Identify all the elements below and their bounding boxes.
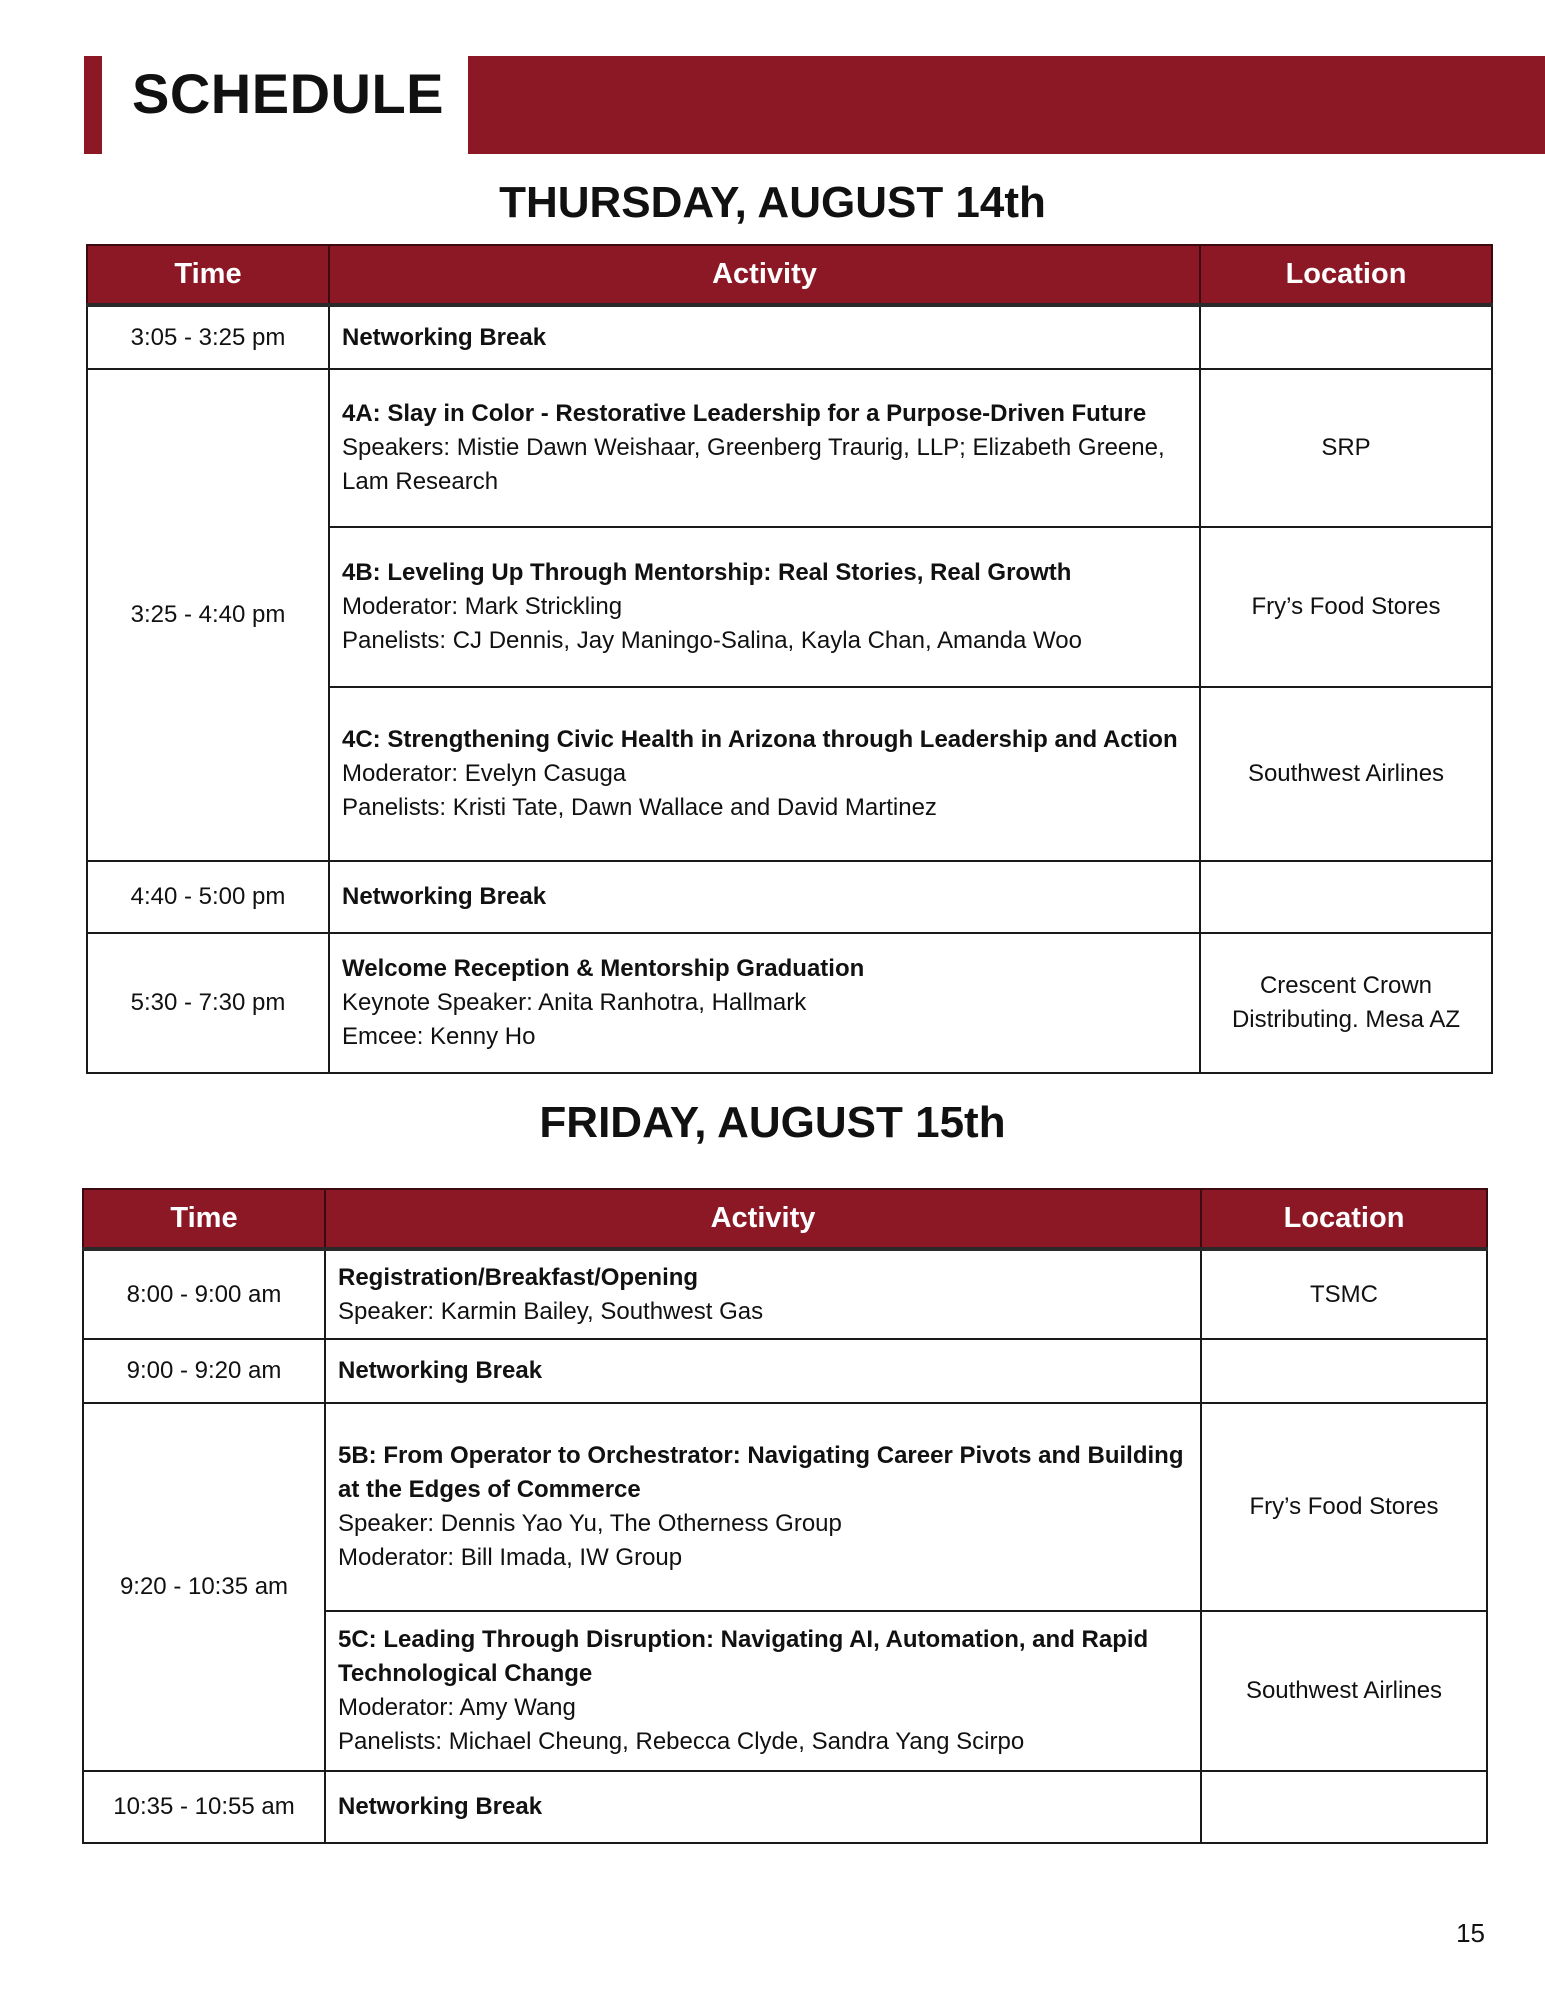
location-cell	[1201, 1771, 1487, 1843]
location-cell	[1200, 861, 1492, 933]
activity-title: Networking Break	[338, 1357, 543, 1384]
time-cell: 5:30 - 7:30 pm	[87, 933, 329, 1073]
activity-detail: Keynote Speaker: Anita Ranhotra, Hallmark	[342, 989, 807, 1016]
activity-title: Networking Break	[338, 1793, 543, 1820]
activity-title: Registration/Breakfast/Opening	[338, 1263, 699, 1291]
activity-cell	[329, 933, 1200, 1073]
table-row	[83, 1339, 1487, 1403]
activity-cell	[325, 1339, 1201, 1403]
activity-cell	[329, 687, 1200, 861]
activity-detail: Speakers: Mistie Dawn Weishaar, Greenberg Traurig, LLP; Elizabeth Greene, Lam Research	[342, 434, 1165, 495]
time-cell: 4:40 - 5:00 pm	[87, 861, 329, 933]
table-row	[87, 861, 1492, 933]
time-cell: 9:00 - 9:20 am	[83, 1339, 325, 1403]
column-header-activity: Activity	[329, 245, 1200, 305]
location-cell	[1201, 1339, 1487, 1403]
activity-cell	[325, 1771, 1201, 1843]
time-cell: 8:00 - 9:00 am	[83, 1249, 325, 1339]
location-cell: TSMC	[1201, 1249, 1487, 1339]
column-header-activity: Activity	[325, 1189, 1201, 1249]
location-cell: Southwest Airlines	[1201, 1611, 1487, 1771]
activity-title: Networking Break	[342, 323, 547, 351]
page-title: SCHEDULE	[132, 62, 445, 125]
activity-detail: Panelists: Kristi Tate, Dawn Wallace and David Martinez	[342, 794, 937, 821]
location-cell: SRP	[1200, 369, 1492, 527]
activity-title: 4C: Strengthening Civic Health in Arizona through Leadership and Action	[342, 726, 1178, 753]
activity-title: 5C: Leading Through Disruption: Navigating AI, Automation, and Rapid Technological Change	[338, 1626, 1149, 1687]
location-cell: Crescent Crown Distributing. Mesa AZ	[1200, 933, 1492, 1073]
table-row	[87, 305, 1492, 369]
header-banner	[468, 56, 1545, 154]
table-header-row	[87, 245, 1492, 305]
activity-cell	[325, 1403, 1201, 1611]
activity-cell	[329, 861, 1200, 933]
activity-detail: Emcee: Kenny Ho	[342, 1023, 536, 1050]
column-header-location: Location	[1201, 1189, 1487, 1249]
day-title-thursday: THURSDAY, AUGUST 14th	[499, 178, 1046, 227]
activity-cell	[329, 527, 1200, 687]
page-number: 15	[1456, 1918, 1485, 1948]
activity-title: 5B: From Operator to Orchestrator: Navigating Career Pivots and Building at the Edges of Commerce	[338, 1442, 1184, 1503]
schedule-table-friday	[82, 1188, 1488, 1844]
activity-cell	[325, 1249, 1201, 1339]
activity-detail: Moderator: Amy Wang	[338, 1694, 576, 1721]
activity-detail: Speaker: Dennis Yao Yu, The Otherness Group	[338, 1510, 842, 1537]
activity-title: 4A: Slay in Color - Restorative Leadership for a Purpose-Driven Future	[342, 400, 1147, 427]
activity-cell	[329, 369, 1200, 527]
activity-detail: Panelists: Michael Cheung, Rebecca Clyde, Sandra Yang Scirpo	[338, 1728, 1025, 1755]
column-header-time: Time	[87, 245, 329, 305]
column-header-time: Time	[83, 1189, 325, 1249]
activity-title: 4B: Leveling Up Through Mentorship: Real Stories, Real Growth	[342, 559, 1072, 586]
activity-detail: Panelists: CJ Dennis, Jay Maningo-Salina, Kayla Chan, Amanda Woo	[342, 627, 1082, 654]
table-row	[87, 933, 1492, 1073]
header-accent-bar	[84, 56, 102, 154]
activity-title: Networking Break	[342, 883, 547, 910]
time-cell: 9:20 - 10:35 am	[83, 1403, 325, 1771]
activity-detail: Moderator: Mark Strickling	[342, 593, 623, 620]
time-cell: 3:05 - 3:25 pm	[87, 305, 329, 369]
location-cell	[1200, 305, 1492, 369]
table-body	[83, 1249, 1487, 1843]
activity-title: Welcome Reception & Mentorship Graduation	[342, 955, 865, 982]
activity-detail: Moderator: Bill Imada, IW Group	[338, 1544, 683, 1571]
table-body	[87, 305, 1492, 1073]
table-header-row	[83, 1189, 1487, 1249]
time-cell: 3:25 - 4:40 pm	[87, 369, 329, 861]
schedule-table-thursday	[86, 244, 1493, 1074]
table-row	[83, 1403, 1487, 1611]
time-cell: 10:35 - 10:55 am	[83, 1771, 325, 1843]
location-cell: Fry’s Food Stores	[1200, 527, 1492, 687]
table-row	[83, 1771, 1487, 1843]
location-cell: Fry’s Food Stores	[1201, 1403, 1487, 1611]
activity-cell	[325, 1611, 1201, 1771]
activity-detail: Speaker: Karmin Bailey, Southwest Gas	[338, 1297, 764, 1325]
activity-detail: Moderator: Evelyn Casuga	[342, 760, 627, 787]
activity-cell	[329, 305, 1200, 369]
table-row	[83, 1249, 1487, 1339]
location-cell: Southwest Airlines	[1200, 687, 1492, 861]
day-title-friday: FRIDAY, AUGUST 15th	[539, 1098, 1006, 1147]
table-row	[87, 369, 1492, 527]
column-header-location: Location	[1200, 245, 1492, 305]
